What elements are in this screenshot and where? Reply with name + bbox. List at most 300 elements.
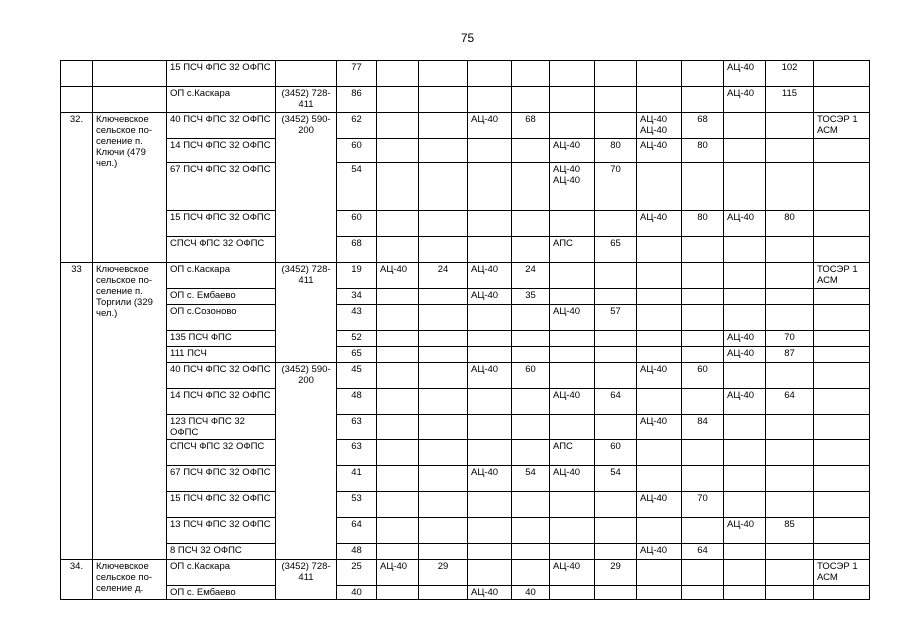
table-cell bbox=[550, 415, 595, 440]
table-cell bbox=[595, 363, 637, 389]
table-cell: 60 bbox=[337, 211, 377, 237]
table-cell bbox=[766, 237, 814, 263]
table-cell: 115 bbox=[766, 87, 814, 113]
table-cell bbox=[595, 586, 637, 600]
table-cell bbox=[61, 61, 93, 87]
table-cell bbox=[550, 263, 595, 289]
table-row bbox=[61, 113, 870, 139]
table-cell: 14 ПСЧ ФПС 32 ОФПС bbox=[167, 389, 276, 415]
table-cell: 80 bbox=[595, 139, 637, 163]
table-cell: ОП с.Каскара bbox=[167, 263, 276, 289]
table-cell: 29 bbox=[419, 560, 468, 586]
table-cell bbox=[682, 389, 724, 415]
table-cell bbox=[468, 389, 512, 415]
table-cell: 77 bbox=[337, 61, 377, 87]
table-cell: 43 bbox=[337, 305, 377, 331]
table-cell: 29 bbox=[595, 560, 637, 586]
fire-coverage-table bbox=[60, 60, 870, 600]
table-cell bbox=[93, 61, 167, 87]
table-cell bbox=[595, 492, 637, 518]
table-cell bbox=[724, 586, 766, 600]
table-cell bbox=[419, 363, 468, 389]
table-cell: 40 ПСЧ ФПС 32 ОФПС bbox=[167, 363, 276, 389]
table-cell: АПС bbox=[550, 440, 595, 466]
table-cell bbox=[419, 466, 468, 492]
table-cell: 48 bbox=[337, 544, 377, 560]
table-row bbox=[61, 560, 870, 586]
table-cell bbox=[512, 305, 550, 331]
table-cell: АЦ-40 bbox=[637, 544, 682, 560]
table-cell bbox=[377, 389, 419, 415]
table-cell: 64 bbox=[766, 389, 814, 415]
table-cell bbox=[377, 211, 419, 237]
table-cell: АЦ-40 bbox=[550, 305, 595, 331]
table-cell: 53 bbox=[337, 492, 377, 518]
table-cell bbox=[377, 544, 419, 560]
table-cell bbox=[814, 440, 870, 466]
table-cell bbox=[419, 211, 468, 237]
table-cell bbox=[468, 61, 512, 87]
table-cell bbox=[766, 305, 814, 331]
table-cell: АЦ-40 bbox=[724, 347, 766, 363]
table-cell bbox=[637, 518, 682, 544]
table-row bbox=[61, 440, 870, 466]
table-cell bbox=[766, 544, 814, 560]
table-cell: 63 bbox=[337, 415, 377, 440]
table-cell bbox=[814, 363, 870, 389]
table-row bbox=[61, 544, 870, 560]
table-cell: СПСЧ ФПС 32 ОФПС bbox=[167, 440, 276, 466]
table-cell bbox=[512, 211, 550, 237]
table-cell bbox=[682, 87, 724, 113]
table-cell bbox=[377, 61, 419, 87]
table-cell bbox=[766, 163, 814, 211]
table-cell: 70 bbox=[595, 163, 637, 211]
table-cell bbox=[377, 518, 419, 544]
table-cell bbox=[550, 211, 595, 237]
table-cell bbox=[814, 211, 870, 237]
table-cell bbox=[814, 347, 870, 363]
table-cell bbox=[419, 139, 468, 163]
table-cell bbox=[377, 237, 419, 263]
table-cell bbox=[814, 389, 870, 415]
table-cell bbox=[468, 237, 512, 263]
table-cell bbox=[512, 139, 550, 163]
table-cell bbox=[377, 466, 419, 492]
table-cell bbox=[468, 87, 512, 113]
table-cell bbox=[637, 331, 682, 347]
table-cell bbox=[419, 440, 468, 466]
table-cell bbox=[724, 289, 766, 305]
table-cell bbox=[468, 211, 512, 237]
table-cell: ОП с.Каскара bbox=[167, 560, 276, 586]
table-cell bbox=[276, 61, 337, 87]
table-cell bbox=[724, 560, 766, 586]
table-cell bbox=[468, 331, 512, 347]
table-cell bbox=[377, 492, 419, 518]
table-cell bbox=[766, 415, 814, 440]
table-cell bbox=[468, 305, 512, 331]
table-cell bbox=[419, 415, 468, 440]
table-cell bbox=[377, 289, 419, 305]
table-cell bbox=[419, 347, 468, 363]
table-cell: 48 bbox=[337, 389, 377, 415]
table-cell: ТОСЭР 1 АСМ bbox=[814, 263, 870, 289]
table-cell bbox=[595, 211, 637, 237]
table-cell bbox=[766, 466, 814, 492]
table-cell bbox=[512, 492, 550, 518]
table-cell bbox=[419, 163, 468, 211]
table-cell: 64 bbox=[337, 518, 377, 544]
table-cell bbox=[637, 289, 682, 305]
table-cell bbox=[814, 237, 870, 263]
table-cell bbox=[377, 139, 419, 163]
table-cell: АЦ-40 bbox=[724, 331, 766, 347]
table-cell bbox=[637, 237, 682, 263]
table-cell bbox=[61, 87, 93, 113]
table-cell: 67 ПСЧ ФПС 32 ОФПС bbox=[167, 466, 276, 492]
table-cell: АЦ-40 bbox=[468, 263, 512, 289]
table-row bbox=[61, 331, 870, 347]
table-cell bbox=[682, 466, 724, 492]
table-cell bbox=[595, 87, 637, 113]
table-cell: АЦ-40 bbox=[637, 363, 682, 389]
table-row bbox=[61, 415, 870, 440]
table-cell: 87 bbox=[766, 347, 814, 363]
table-cell: 19 bbox=[337, 263, 377, 289]
table-cell: 15 ПСЧ ФПС 32 ОФПС bbox=[167, 211, 276, 237]
table-cell: 52 bbox=[337, 331, 377, 347]
table-cell bbox=[419, 544, 468, 560]
table-cell bbox=[468, 518, 512, 544]
table-cell bbox=[814, 331, 870, 347]
table-cell bbox=[377, 586, 419, 600]
table-cell: 68 bbox=[337, 237, 377, 263]
table-cell: АЦ-40 bbox=[377, 560, 419, 586]
table-cell bbox=[377, 331, 419, 347]
table-cell bbox=[814, 466, 870, 492]
table-cell bbox=[512, 389, 550, 415]
table-cell: АПС bbox=[550, 237, 595, 263]
table-cell: АЦ-40 АЦ-40 bbox=[637, 113, 682, 139]
table-row bbox=[61, 518, 870, 544]
table-cell: АЦ-40 bbox=[724, 389, 766, 415]
table-cell: АЦ-40 bbox=[550, 389, 595, 415]
table-cell: АЦ-40 bbox=[637, 139, 682, 163]
table-cell: ТОСЭР 1 АСМ bbox=[814, 113, 870, 139]
table-cell bbox=[766, 263, 814, 289]
table-cell bbox=[377, 415, 419, 440]
table-cell bbox=[766, 139, 814, 163]
table-row bbox=[61, 87, 870, 113]
table-row bbox=[61, 163, 870, 211]
table-cell: 14 ПСЧ ФПС 32 ОФПС bbox=[167, 139, 276, 163]
table-cell bbox=[550, 544, 595, 560]
table-cell bbox=[595, 415, 637, 440]
table-cell bbox=[637, 87, 682, 113]
table-cell bbox=[637, 61, 682, 87]
table-cell: (3452) 590-200 bbox=[276, 113, 337, 263]
table-cell: 102 bbox=[766, 61, 814, 87]
table-cell bbox=[419, 518, 468, 544]
table-cell bbox=[814, 139, 870, 163]
table-cell bbox=[419, 331, 468, 347]
table-cell: ОП с. Ембаево bbox=[167, 586, 276, 600]
table-cell: 24 bbox=[512, 263, 550, 289]
table-cell bbox=[682, 518, 724, 544]
table-cell bbox=[766, 440, 814, 466]
page-number: 75 bbox=[460, 31, 475, 45]
table-cell bbox=[766, 363, 814, 389]
table-row bbox=[61, 466, 870, 492]
table-cell bbox=[724, 544, 766, 560]
table-cell bbox=[512, 237, 550, 263]
table-cell bbox=[512, 347, 550, 363]
table-row bbox=[61, 61, 870, 87]
table-cell: 54 bbox=[512, 466, 550, 492]
table-cell: 40 bbox=[512, 586, 550, 600]
table-cell bbox=[595, 347, 637, 363]
table-cell bbox=[468, 560, 512, 586]
table-cell bbox=[682, 163, 724, 211]
table-cell bbox=[419, 237, 468, 263]
table-cell bbox=[637, 466, 682, 492]
table-cell bbox=[724, 237, 766, 263]
table-cell bbox=[766, 560, 814, 586]
table-cell bbox=[766, 586, 814, 600]
table-cell: 40 bbox=[337, 586, 377, 600]
table-row bbox=[61, 211, 870, 237]
table-cell bbox=[766, 113, 814, 139]
table-cell: 57 bbox=[595, 305, 637, 331]
table-cell: 33 bbox=[61, 263, 93, 560]
table-cell bbox=[512, 61, 550, 87]
table-cell bbox=[550, 347, 595, 363]
table-cell: 40 ПСЧ ФПС 32 ОФПС bbox=[167, 113, 276, 139]
table-cell: АЦ-40 bbox=[724, 518, 766, 544]
table-cell bbox=[814, 518, 870, 544]
table-cell bbox=[377, 87, 419, 113]
table-cell: АЦ-40 bbox=[468, 113, 512, 139]
table-cell bbox=[550, 61, 595, 87]
table-cell: 54 bbox=[337, 163, 377, 211]
table-cell: 60 bbox=[337, 139, 377, 163]
table-cell bbox=[682, 586, 724, 600]
table-cell bbox=[550, 289, 595, 305]
table-cell: 70 bbox=[766, 331, 814, 347]
table-cell bbox=[637, 440, 682, 466]
table-cell: 45 bbox=[337, 363, 377, 389]
table-cell bbox=[766, 289, 814, 305]
table-cell: АЦ-40 bbox=[468, 586, 512, 600]
table-cell: (3452) 728-411 bbox=[276, 560, 337, 600]
table-cell: 68 bbox=[682, 113, 724, 139]
table-cell bbox=[468, 440, 512, 466]
table-row bbox=[61, 347, 870, 363]
table-cell bbox=[419, 87, 468, 113]
table-cell bbox=[512, 440, 550, 466]
table-cell: (3452) 590-200 bbox=[276, 363, 337, 560]
table-cell bbox=[419, 289, 468, 305]
table-cell bbox=[724, 492, 766, 518]
table-cell bbox=[468, 544, 512, 560]
table-cell: АЦ-40 bbox=[637, 211, 682, 237]
table-cell bbox=[419, 492, 468, 518]
table-cell bbox=[724, 466, 766, 492]
table-cell bbox=[814, 87, 870, 113]
table-cell bbox=[724, 440, 766, 466]
table-row bbox=[61, 492, 870, 518]
table-cell: 63 bbox=[337, 440, 377, 466]
table-cell: 135 ПСЧ ФПС bbox=[167, 331, 276, 347]
table-cell bbox=[682, 331, 724, 347]
table-cell: 80 bbox=[766, 211, 814, 237]
table-cell: 24 bbox=[419, 263, 468, 289]
table-cell bbox=[595, 61, 637, 87]
table-cell: 34. bbox=[61, 560, 93, 600]
table-cell: 65 bbox=[337, 347, 377, 363]
table-cell bbox=[814, 415, 870, 440]
table-cell bbox=[419, 113, 468, 139]
table-cell bbox=[724, 263, 766, 289]
table-cell bbox=[724, 113, 766, 139]
table-cell: 60 bbox=[682, 363, 724, 389]
table-cell bbox=[377, 163, 419, 211]
table-cell: АЦ-40 bbox=[550, 560, 595, 586]
table-cell bbox=[724, 363, 766, 389]
table-cell bbox=[93, 87, 167, 113]
table-cell: (3452) 728-411 bbox=[276, 87, 337, 113]
table-cell bbox=[682, 347, 724, 363]
table-cell bbox=[512, 87, 550, 113]
table-cell bbox=[377, 363, 419, 389]
table-cell: АЦ-40 bbox=[468, 289, 512, 305]
table-cell bbox=[468, 415, 512, 440]
table-cell bbox=[550, 363, 595, 389]
table-cell: АЦ-40 bbox=[377, 263, 419, 289]
table-cell: 34 bbox=[337, 289, 377, 305]
table-cell: 80 bbox=[682, 139, 724, 163]
table-cell bbox=[814, 544, 870, 560]
table-cell: 25 bbox=[337, 560, 377, 586]
table-cell bbox=[637, 560, 682, 586]
table-cell bbox=[419, 61, 468, 87]
table-cell: 15 ПСЧ ФПС 32 ОФПС bbox=[167, 492, 276, 518]
table-cell: 68 bbox=[512, 113, 550, 139]
table-cell bbox=[512, 518, 550, 544]
table-cell: 86 bbox=[337, 87, 377, 113]
table-cell: 32. bbox=[61, 113, 93, 263]
table-row bbox=[61, 586, 870, 600]
table-cell bbox=[814, 586, 870, 600]
table-row bbox=[61, 237, 870, 263]
table-cell bbox=[814, 492, 870, 518]
table-cell: 35 bbox=[512, 289, 550, 305]
table-cell bbox=[595, 331, 637, 347]
table-cell: АЦ-40 bbox=[637, 492, 682, 518]
table-cell bbox=[814, 61, 870, 87]
table-cell bbox=[682, 61, 724, 87]
table-cell bbox=[377, 113, 419, 139]
table-cell: ОП с.Каскара bbox=[167, 87, 276, 113]
table-cell: 84 bbox=[682, 415, 724, 440]
table-cell: (3452) 728-411 bbox=[276, 263, 337, 363]
table-cell: 60 bbox=[595, 440, 637, 466]
table-cell: Ключевское сельское по-селение п. Ключи (479 чел.) bbox=[93, 113, 167, 263]
table-cell: 67 ПСЧ ФПС 32 ОФПС bbox=[167, 163, 276, 211]
table-cell bbox=[550, 331, 595, 347]
table-cell bbox=[637, 163, 682, 211]
table-cell bbox=[637, 263, 682, 289]
table-cell: АЦ-40 bbox=[468, 466, 512, 492]
table-cell bbox=[419, 305, 468, 331]
table-cell: 70 bbox=[682, 492, 724, 518]
table-cell bbox=[682, 560, 724, 586]
table-cell: АЦ-40 bbox=[724, 87, 766, 113]
table-cell bbox=[682, 440, 724, 466]
table-cell bbox=[814, 163, 870, 211]
table-cell: Ключевское сельское по-селение д. bbox=[93, 560, 167, 600]
table-cell: СПСЧ ФПС 32 ОФПС bbox=[167, 237, 276, 263]
table-row bbox=[61, 305, 870, 331]
table-cell: 85 bbox=[766, 518, 814, 544]
table-cell: ОП с.Созоново bbox=[167, 305, 276, 331]
table-cell bbox=[512, 560, 550, 586]
table-cell: ОП с. Ембаево bbox=[167, 289, 276, 305]
table-cell bbox=[766, 492, 814, 518]
table-cell bbox=[724, 139, 766, 163]
table-cell: 54 bbox=[595, 466, 637, 492]
table-cell bbox=[468, 163, 512, 211]
table-row bbox=[61, 263, 870, 289]
table-cell bbox=[550, 87, 595, 113]
table-cell bbox=[468, 492, 512, 518]
table-cell bbox=[814, 305, 870, 331]
table-cell: АЦ-40 bbox=[637, 415, 682, 440]
table-cell: 65 bbox=[595, 237, 637, 263]
table-cell bbox=[724, 415, 766, 440]
table-cell: АЦ-40 bbox=[724, 61, 766, 87]
table-cell bbox=[595, 518, 637, 544]
table-cell bbox=[724, 305, 766, 331]
table-cell: 123 ПСЧ ФПС 32 ОФПС bbox=[167, 415, 276, 440]
table-cell bbox=[512, 163, 550, 211]
table-cell bbox=[377, 305, 419, 331]
table-cell bbox=[637, 389, 682, 415]
table-cell bbox=[682, 237, 724, 263]
table-cell: 64 bbox=[682, 544, 724, 560]
table-cell bbox=[814, 289, 870, 305]
table-cell: АЦ-40 bbox=[468, 363, 512, 389]
table-cell bbox=[468, 139, 512, 163]
table-cell: АЦ-40 bbox=[550, 466, 595, 492]
table-cell bbox=[377, 440, 419, 466]
table-cell bbox=[550, 586, 595, 600]
table-cell bbox=[468, 347, 512, 363]
table-cell: АЦ-40 bbox=[550, 139, 595, 163]
table-cell bbox=[512, 544, 550, 560]
table-row bbox=[61, 389, 870, 415]
table-cell: 80 bbox=[682, 211, 724, 237]
table-cell: АЦ-40 АЦ-40 bbox=[550, 163, 595, 211]
table-cell bbox=[682, 305, 724, 331]
table-cell bbox=[637, 347, 682, 363]
table-cell: АЦ-40 bbox=[724, 211, 766, 237]
table-cell bbox=[595, 544, 637, 560]
table-cell: Ключевское сельское по-селение п. Торгили (329 чел.) bbox=[93, 263, 167, 560]
table-cell bbox=[377, 347, 419, 363]
table-cell bbox=[512, 331, 550, 347]
